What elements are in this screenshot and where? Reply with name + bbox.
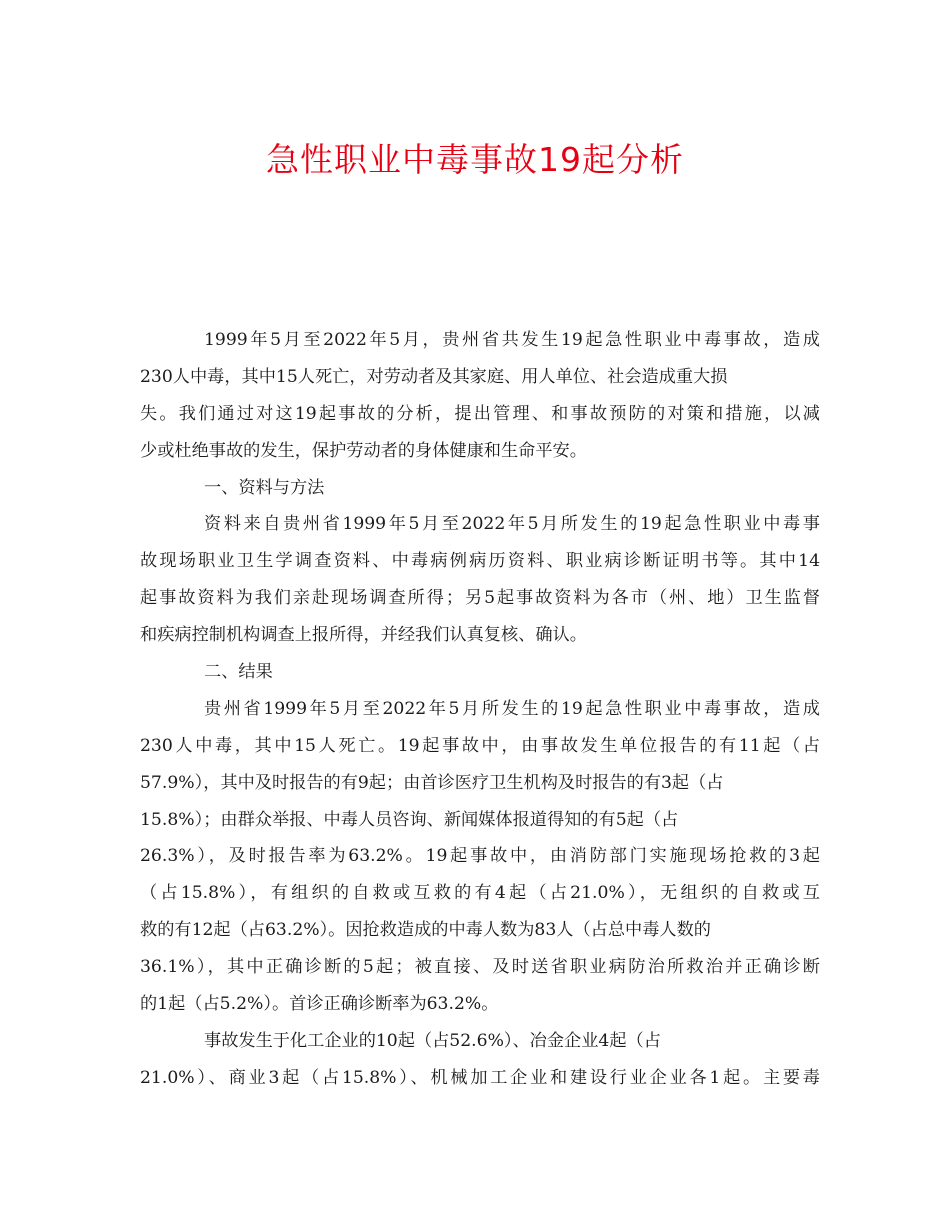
body-line: 故现场职业卫生学调查资料、中毒病例病历资料、职业病诊断证明书等。其中14	[140, 551, 820, 572]
body-line: 一、资料与方法	[204, 477, 325, 498]
body-line: 26.3%），及时报告率为63.2%。19起事故中，由消防部门实施现场抢救的3起	[140, 846, 820, 867]
body-line: 资料来自贵州省1999年5月至2022年5月所发生的19起急性职业中毒事	[204, 514, 820, 535]
body-line: 36.1%），其中正确诊断的5起；被直接、及时送省职业病防治所救治并正确诊断	[140, 957, 820, 978]
document-title: 急性职业中毒事故19起分析	[266, 140, 684, 179]
body-line: 1999年5月至2022年5月，贵州省共发生19起急性职业中毒事故，造成	[204, 330, 820, 350]
body-line: （占15.8%），有组织的自救或互救的有4起（占21.0%），无组织的自救或互	[140, 883, 820, 904]
body-line: 230人中毒，其中15人死亡。19起事故中，由事故发生单位报告的有11起（占	[140, 735, 820, 756]
body-line: 贵州省1999年5月至2022年5月所发生的19起急性职业中毒事故，造成	[204, 698, 820, 719]
body-line: 230人中毒，其中15人死亡，对劳动者及其家庭、用人单位、社会造成重大损	[140, 366, 728, 387]
body-line: 事故发生于化工企业的10起（占52.6%）、冶金企业4起（占	[204, 1030, 661, 1051]
body-line: 21.0%）、商业3起（占15.8%）、机械加工企业和建设行业企业各1起。主要毒	[140, 1067, 820, 1088]
body-line: 的1起（占5.2%）。首诊正确诊断率为63.2%。	[140, 994, 499, 1015]
body-line: 二、结果	[204, 662, 273, 683]
body-line: 失。我们通过对这19起事故的分析，提出管理、和事故预防的对策和措施，以减	[140, 403, 820, 424]
body-line: 57.9%），其中及时报告的有9起；由首诊医疗卫生机构及时报告的有3起（占	[140, 772, 724, 793]
body-line: 起事故资料为我们亲赴现场调查所得；另5起事故资料为各市（州、地）卫生监督	[140, 588, 820, 609]
body-line: 救的有12起（占63.2%）。因抢救造成的中毒人数为83人（占总中毒人数的	[140, 920, 711, 941]
body-line: 少或杜绝事故的发生，保护劳动者的身体健康和生命平安。	[140, 440, 587, 461]
body-line: 15.8%）；由群众举报、中毒人员咨询、新闻媒体报道得知的有5起（占	[140, 809, 679, 830]
document-body	[140, 322, 820, 1097]
body-line: 和疾病控制机构调查上报所得，并经我们认真复核、确认。	[140, 625, 587, 646]
